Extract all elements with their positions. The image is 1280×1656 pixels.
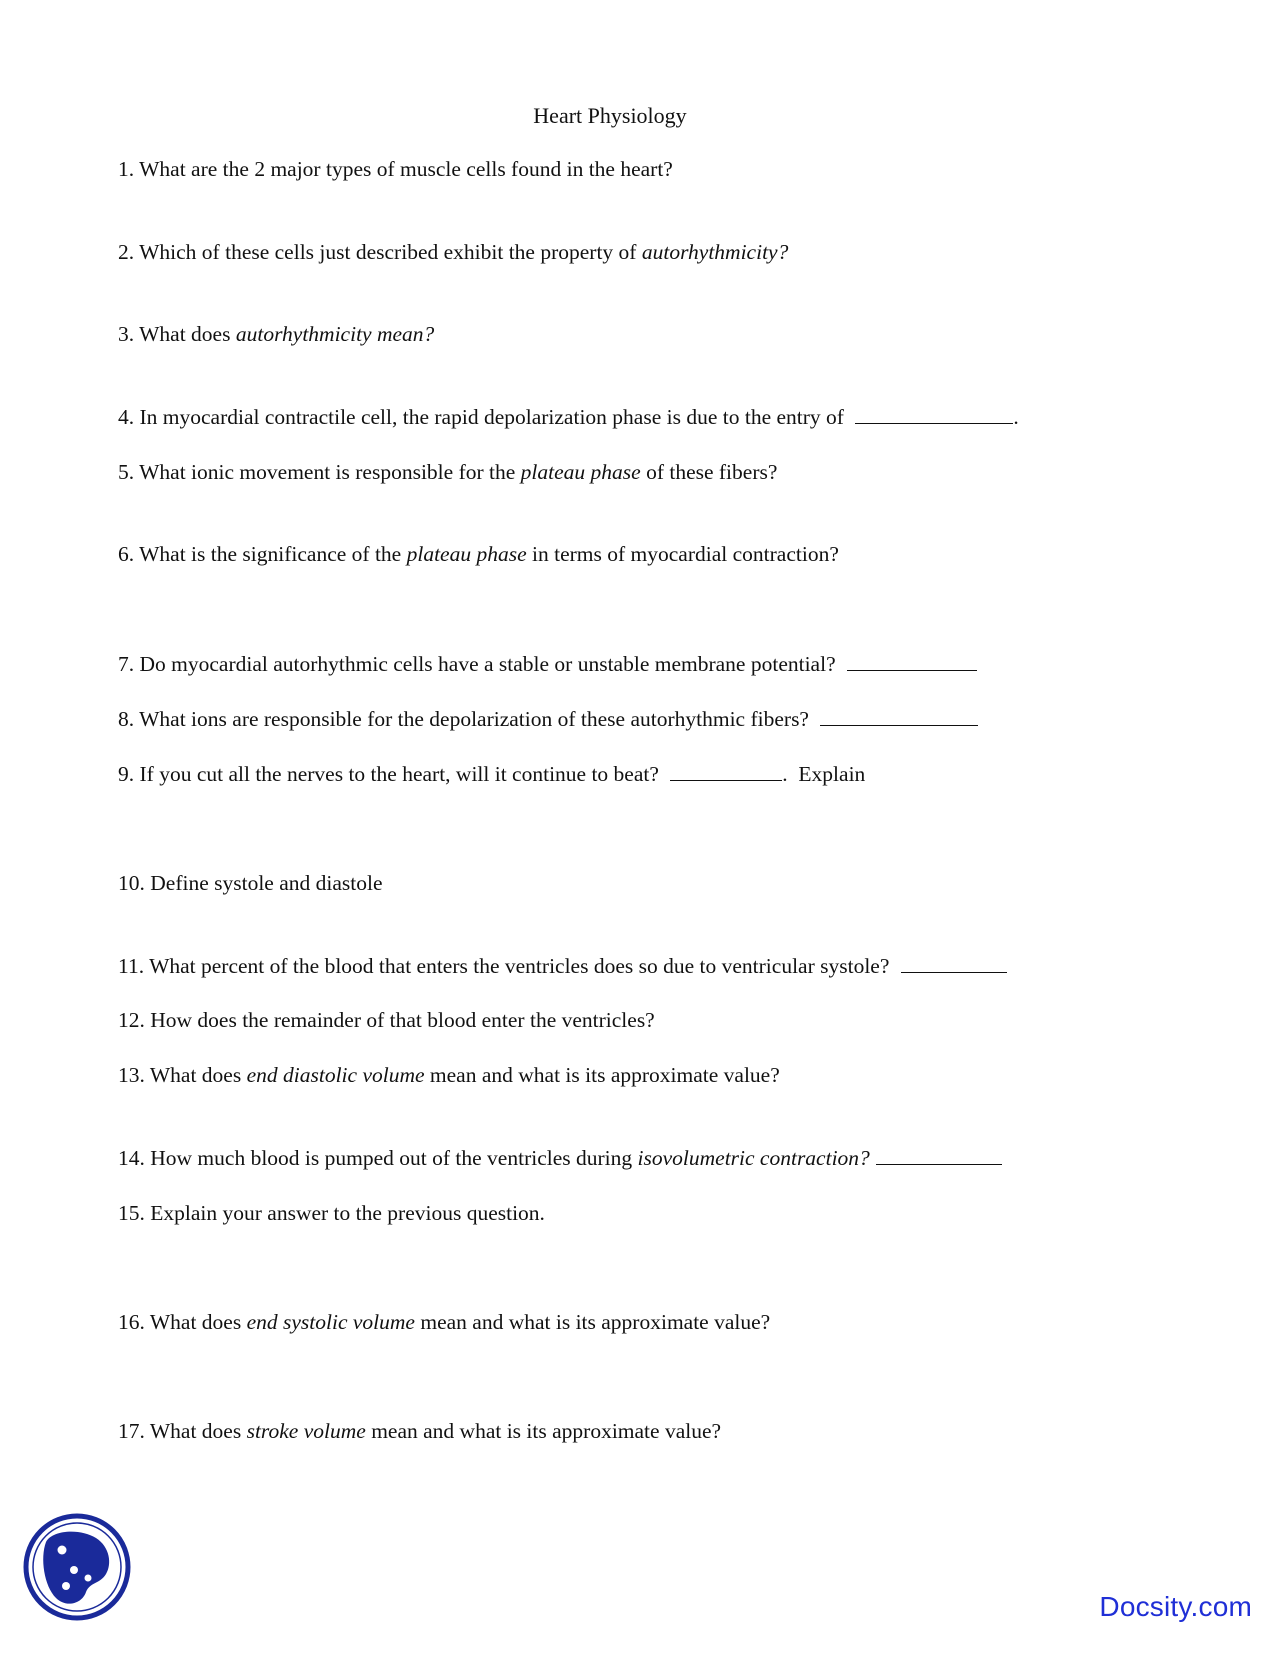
question-number: 6. [118, 542, 135, 566]
question-number: 5. [118, 460, 135, 484]
question-text: What does [149, 1310, 247, 1334]
question-text: What are the 2 major types of muscle cells found in the heart? [139, 157, 673, 181]
question-number: 1. [118, 157, 135, 181]
question-emphasis: stroke volume [246, 1419, 366, 1443]
question-6 [118, 540, 839, 568]
question-9 [118, 760, 865, 788]
question-text: If you cut all the nerves to the heart, will it continue to beat? [139, 762, 665, 786]
question-emphasis: end diastolic volume [246, 1063, 425, 1087]
question-text: How much blood is pumped out of the ventricles during [150, 1146, 638, 1170]
question-number: 10. [118, 871, 145, 895]
question-8 [118, 705, 978, 733]
question-number: 14. [118, 1146, 145, 1170]
docsity-brand-link[interactable]: Docsity.com [1099, 1591, 1252, 1622]
question-number: 12. [118, 1008, 145, 1032]
question-emphasis: isovolumetric contraction? [637, 1146, 870, 1170]
question-emphasis: end systolic volume [246, 1310, 415, 1334]
question-12 [118, 1006, 655, 1034]
question-text: What does [139, 322, 236, 346]
question-text: In myocardial contractile cell, the rapid depolarization phase is due to the entry of [139, 405, 850, 429]
answer-blank[interactable] [855, 405, 1013, 424]
question-number: 4. [118, 405, 135, 429]
question-11 [118, 952, 1007, 980]
question-number: 7. [118, 652, 135, 676]
question-1 [118, 155, 673, 183]
question-text: What percent of the blood that enters the ventricles does so due to ventricular systole? [149, 954, 895, 978]
question-3 [118, 320, 434, 348]
question-emphasis: autorhythmicity? [641, 240, 789, 264]
answer-blank[interactable] [820, 707, 978, 726]
question-text-end: . [1013, 405, 1019, 429]
question-text: How does the remainder of that blood enter the ventricles? [150, 1008, 655, 1032]
question-text: Define systole and diastole [150, 871, 383, 895]
question-5 [118, 458, 777, 486]
question-number: 11. [118, 954, 145, 978]
question-4 [118, 403, 1019, 431]
question-number: 13. [118, 1063, 145, 1087]
answer-blank[interactable] [670, 762, 782, 781]
question-text: What ionic movement is responsible for the [139, 460, 521, 484]
question-text-end: mean and what is its approximate value? [365, 1419, 722, 1443]
question-15 [118, 1199, 545, 1227]
question-text-end: of these fibers? [640, 460, 778, 484]
question-10 [118, 869, 383, 897]
question-2 [118, 238, 788, 266]
question-number: 2. [118, 240, 135, 264]
question-text-end: in terms of myocardial contraction? [526, 542, 839, 566]
answer-blank[interactable] [847, 652, 977, 671]
question-text: What ions are responsible for the depolarization of these autorhythmic fibers? [139, 707, 815, 731]
question-text-end: mean and what is its approximate value? [414, 1310, 771, 1334]
page-title: Heart Physiology [533, 103, 687, 128]
question-text: Which of these cells just described exhibit the property of [139, 240, 642, 264]
question-number: 15. [118, 1201, 145, 1225]
question-text: Explain your answer to the previous question. [150, 1201, 545, 1225]
question-13 [118, 1061, 780, 1089]
question-14 [118, 1144, 1002, 1172]
question-number: 3. [118, 322, 135, 346]
question-text: What does [149, 1063, 247, 1087]
question-7 [118, 650, 977, 678]
question-17 [118, 1417, 721, 1445]
question-number: 16. [118, 1310, 145, 1334]
answer-blank[interactable] [901, 954, 1007, 973]
docsity-logo-icon [22, 1512, 132, 1622]
question-text-end: . Explain [782, 762, 866, 786]
answer-blank[interactable] [876, 1146, 1002, 1165]
question-text-end: mean and what is its approximate value? [424, 1063, 780, 1087]
question-number: 9. [118, 762, 135, 786]
question-number: 8. [118, 707, 135, 731]
question-text: Do myocardial autorhythmic cells have a stable or unstable membrane potential? [139, 652, 841, 676]
question-emphasis: plateau phase [520, 460, 641, 484]
question-text: What does [149, 1419, 247, 1443]
question-number: 17. [118, 1419, 145, 1443]
question-16 [118, 1308, 770, 1336]
question-emphasis: plateau phase [406, 542, 527, 566]
question-text: What is the significance of the [139, 542, 407, 566]
question-emphasis: autorhythmicity mean? [235, 322, 435, 346]
